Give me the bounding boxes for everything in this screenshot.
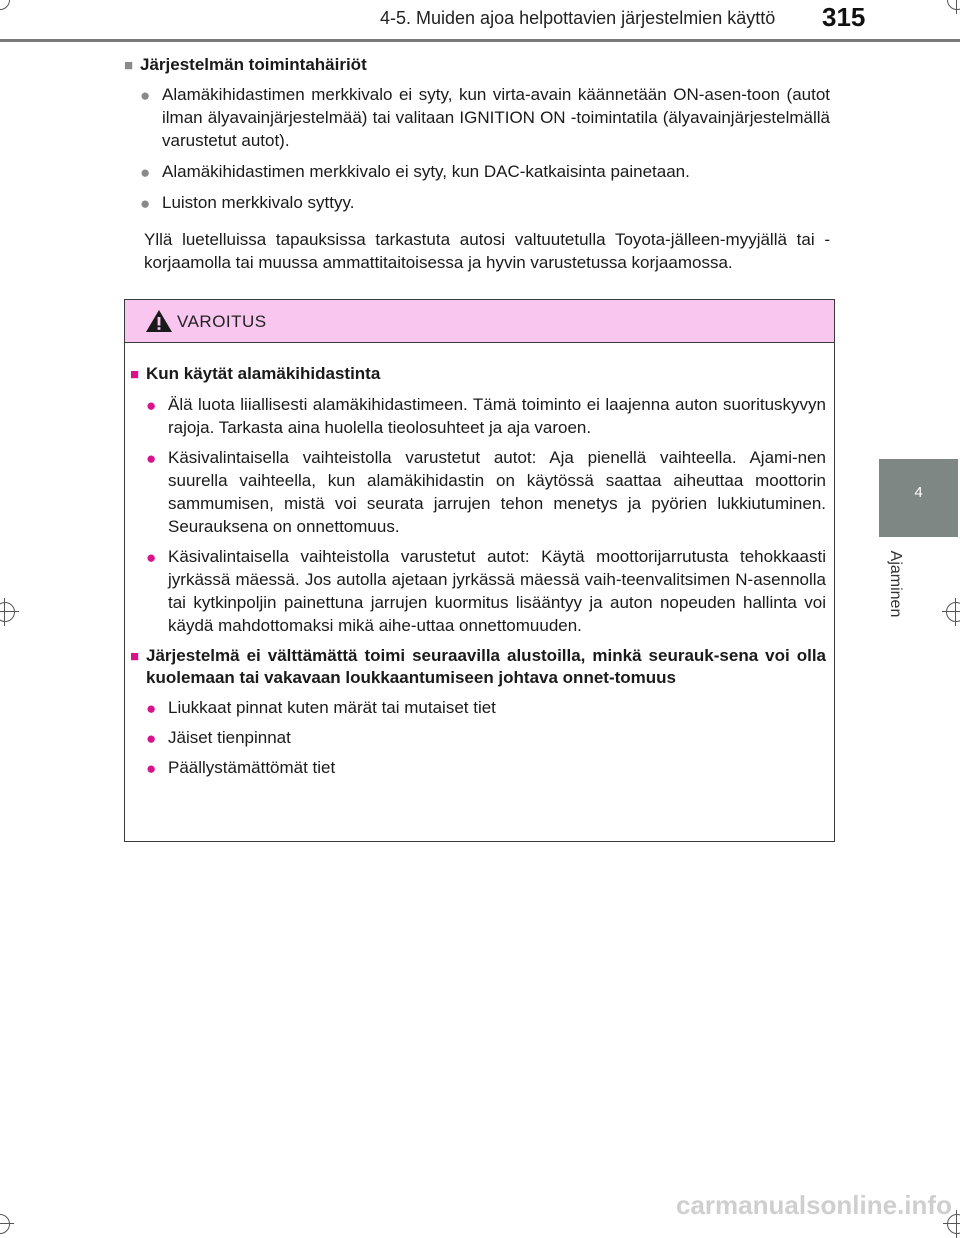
warning-box xyxy=(124,299,835,842)
warning-header xyxy=(125,300,834,343)
circle-bullet-icon: ● xyxy=(146,759,157,778)
square-bullet-icon: ■ xyxy=(130,648,140,665)
circle-bullet-icon: ● xyxy=(146,699,157,718)
page-title: 4-5. Muiden ajoa helpottavien järjestelmien käyttö xyxy=(380,8,776,28)
warning-list xyxy=(130,393,826,637)
header-rule xyxy=(0,39,960,42)
square-bullet-icon: ■ xyxy=(124,57,134,74)
chapter-number: 4 xyxy=(914,484,923,501)
circle-bullet-icon: ● xyxy=(140,163,151,182)
list-item-text: Käsivalintaisella vaihteistolla varustetut autot: Käytä moottorijarrutusta tehokkaasti jyrkässä mäessä. Jos autolla ajetaan jyrkässä mäessä vaih-teenvalitsimen N-asennolla tai kytkinpoljin painettuna jarrujen kuormitus lisääntyy ja auton nopeuden hallinta voi käydä mahdottomaksi mikä aihe-uttaa onnettomuuden. xyxy=(168,547,826,635)
crop-mark-bottom-left xyxy=(0,1210,14,1238)
list-item xyxy=(130,446,826,538)
warning-section-heading-text: Kun käytät alamäkihidastinta xyxy=(146,364,381,383)
warning-body xyxy=(125,343,834,779)
warning-section-heading-text: Järjestelmä ei välttämättä toimi seuraavilla alustoilla, minkä seurauk-sena voi olla kuolemaan tai vakavaan loukkaantumiseen johtava onnet-tomuus xyxy=(146,646,826,687)
circle-bullet-icon: ● xyxy=(146,729,157,748)
circle-bullet-icon: ● xyxy=(146,548,157,567)
list-item-text: Käsivalintaisella vaihteistolla varustetut autot: Aja pienellä vaihteella. Ajami-nen suurella vaihteella, kun alamäkihidastin on käytössä saattaa aiheuttaa moottorin sammumisen, mistä voi seurata jarrujen tehon menetys ja pyörien lukkiutuminen. Seurauksena on onnettomuus. xyxy=(168,448,826,536)
warning-section-heading xyxy=(130,645,826,689)
warning-title: VAROITUS xyxy=(177,312,267,331)
circle-bullet-icon: ● xyxy=(140,86,151,105)
list-item-text: Liukkaat pinnat kuten märät tai mutaiset tiet xyxy=(168,698,496,717)
warning-list xyxy=(130,696,826,779)
list-item xyxy=(130,393,826,439)
list-item xyxy=(124,83,830,152)
section-heading-text: Järjestelmän toimintahäiriöt xyxy=(140,55,367,74)
warning-section-heading xyxy=(130,363,826,386)
dealer-paragraph: Yllä luetelluissa tapauksissa tarkastuta autosi valtuutetulla Toyota-jälleen-myyjällä tai -korjaamolla tai muussa ammattitaitoisessa ja hyvin varustetussa korjaamossa. xyxy=(144,230,830,272)
circle-bullet-icon: ● xyxy=(146,449,157,468)
list-item xyxy=(130,726,826,749)
section-heading xyxy=(124,55,830,75)
list-item-text: Älä luota liiallisesti alamäkihidastimeen. Tämä toiminto ei laajenna auton suorituskyvyn rajoja. Tarkasta aina huolella tieolosuhteet ja aja varoen. xyxy=(168,395,826,437)
crop-mark-mid-right xyxy=(942,598,960,626)
list-item xyxy=(124,191,830,214)
page-number: 315 xyxy=(822,2,866,32)
list-item xyxy=(130,696,826,719)
list-item-text: Luiston merkkivalo syttyy. xyxy=(162,193,355,212)
crop-mark-mid-left xyxy=(0,598,19,626)
chapter-tab xyxy=(879,459,958,537)
chapter-label-text: Ajaminen xyxy=(887,550,904,618)
list-item xyxy=(130,756,826,779)
malfunction-list xyxy=(124,83,830,214)
circle-bullet-icon: ● xyxy=(146,396,157,415)
list-item xyxy=(124,160,830,183)
watermark: carmanualsonline.info xyxy=(676,1190,952,1220)
list-item-text: Päällystämättömät tiet xyxy=(168,758,336,777)
page-header xyxy=(0,0,960,42)
circle-bullet-icon: ● xyxy=(140,194,151,213)
list-item-text: Alamäkihidastimen merkkivalo ei syty, kun virta-avain käännetään ON-asen-toon (autot ilman älyavainjärjestelmää) tai valitaan IGNITION ON -toimintatila (älyavainjärjestelmällä varustetut autot). xyxy=(162,85,830,150)
square-bullet-icon: ■ xyxy=(130,366,140,383)
list-item xyxy=(130,545,826,637)
list-item-text: Jäiset tienpinnat xyxy=(168,728,291,747)
chapter-label xyxy=(875,545,915,635)
list-item-text: Alamäkihidastimen merkkivalo ei syty, kun DAC-katkaisinta painetaan. xyxy=(162,162,690,181)
warning-triangle-icon xyxy=(145,309,173,333)
section-malfunctions xyxy=(124,55,830,274)
